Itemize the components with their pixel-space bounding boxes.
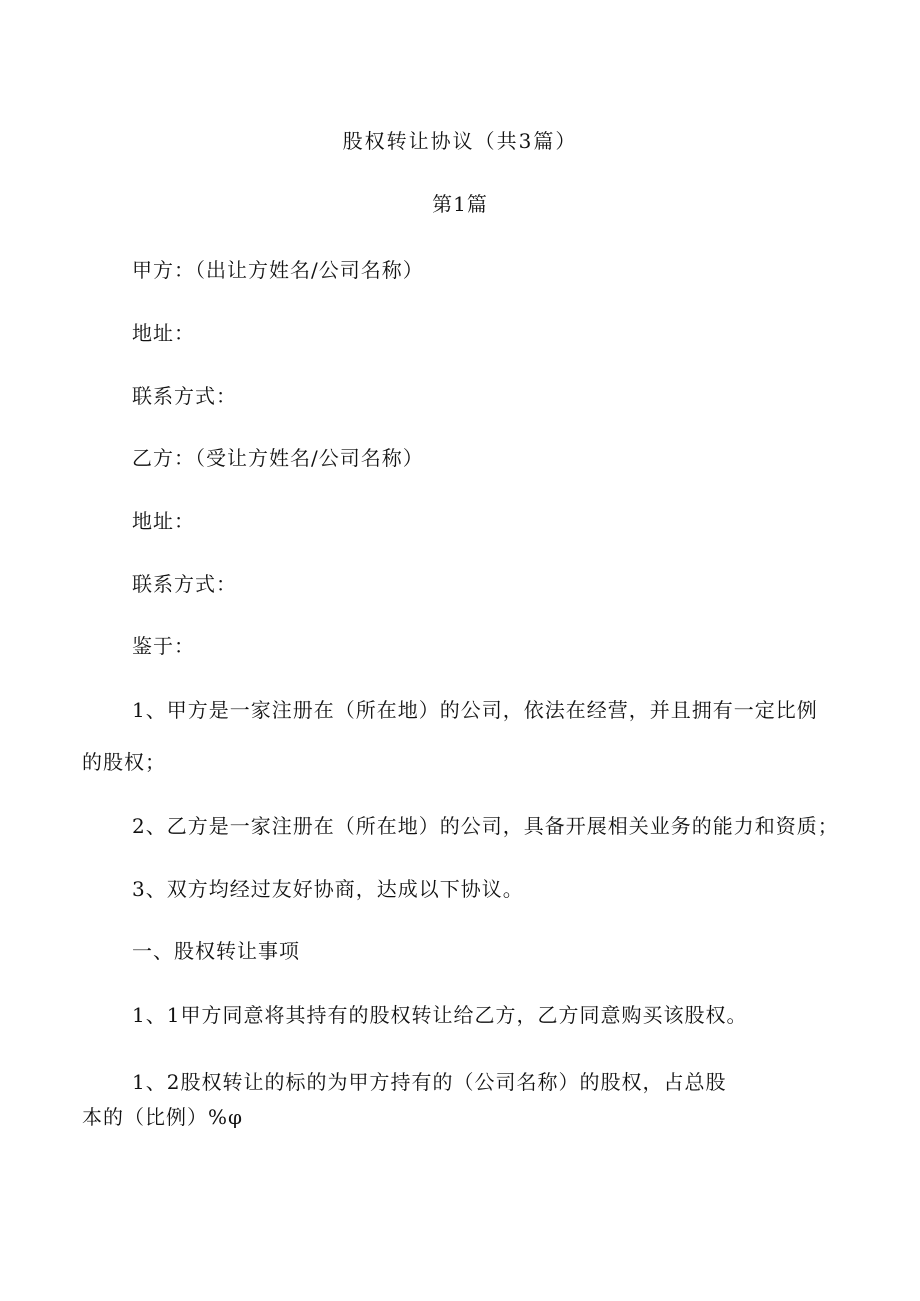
recital-item-1: 1、甲方是一家注册在（所在地）的公司，依法在经营，并且拥有一定比例 (132, 698, 818, 722)
clause-1-1: 1、1甲方同意将其持有的股权转让给乙方，乙方同意购买该股权。 (132, 1003, 748, 1027)
clause-1-2: 1、2股权转让的标的为甲方持有的（公司名称）的股权，占总股 (132, 1070, 727, 1094)
party-b-contact: 联系方式： (132, 572, 237, 596)
party-b-name: 乙方：（受让方姓名/公司名称） (132, 446, 424, 470)
party-a-contact: 联系方式： (132, 384, 237, 408)
recital-item-1-continued: 的股权； (82, 750, 166, 774)
recital-item-2: 2、乙方是一家注册在（所在地）的公司，具备开展相关业务的能力和资质； (132, 814, 839, 838)
whereas-heading: 鉴于： (132, 634, 195, 658)
party-b-address: 地址： (132, 509, 195, 533)
party-a-name: 甲方：（出让方姓名/公司名称） (132, 258, 424, 282)
section-1-heading: 一、股权转让事项 (132, 939, 300, 963)
party-a-address: 地址： (132, 321, 195, 345)
clause-1-2-continued: 本的（比例）%φ (82, 1105, 244, 1129)
recital-item-3: 3、双方均经过友好协商，达成以下协议。 (132, 877, 524, 901)
part-heading: 第1篇 (432, 192, 488, 216)
document-title: 股权转让协议（共3篇） (342, 129, 578, 153)
